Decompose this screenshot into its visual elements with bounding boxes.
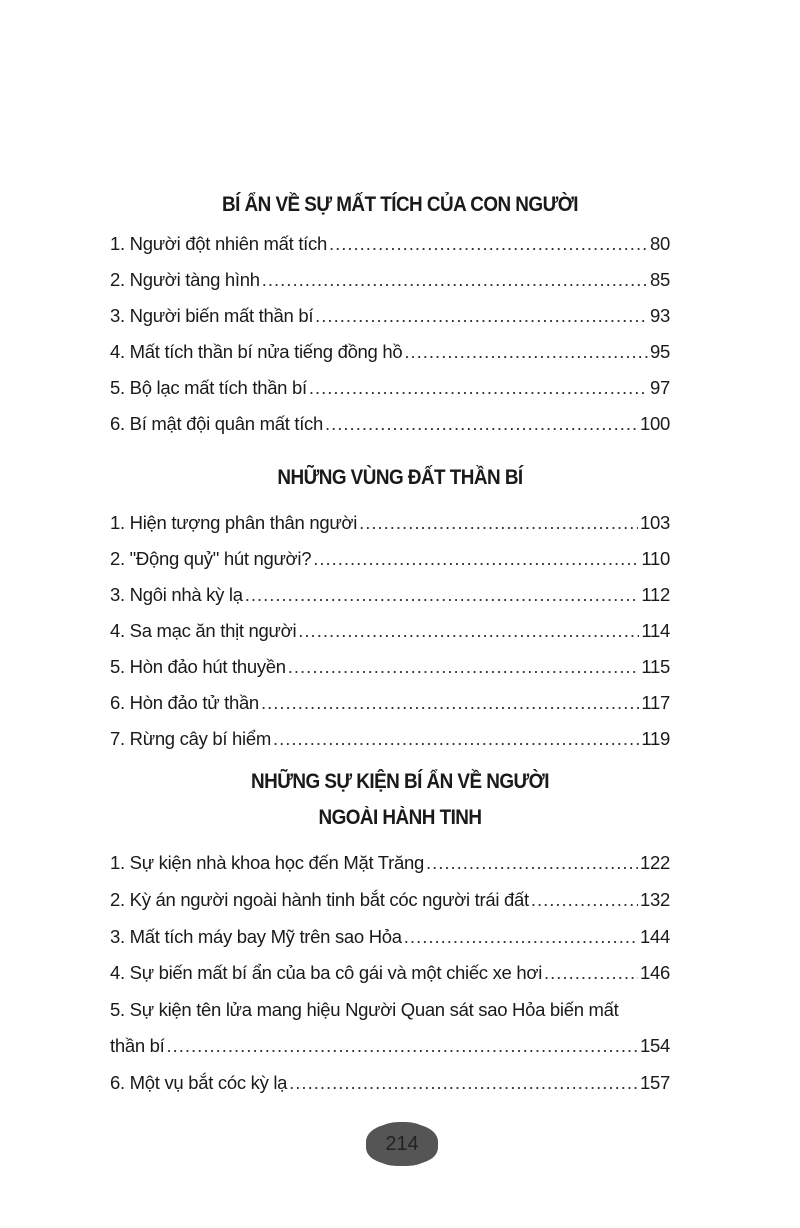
- entry-title: 2. Người tàng hình: [110, 269, 260, 290]
- toc-entry[interactable]: [110, 962, 670, 984]
- entry-title: 4. Sa mạc ăn thịt người: [110, 620, 297, 641]
- toc-entry[interactable]: [110, 889, 670, 911]
- entry-title: 1. Sự kiện nhà khoa học đến Mặt Trăng: [110, 852, 424, 873]
- entry-page: 103: [640, 512, 670, 533]
- entry-page: 93: [650, 305, 670, 326]
- section-heading-line2: NGOÀI HÀNH TINH: [318, 806, 482, 829]
- toc-entry[interactable]: [110, 584, 670, 606]
- toc-entry[interactable]: [110, 512, 670, 534]
- entry-page: 119: [641, 728, 670, 749]
- entry-title: 2. Kỳ án người ngoài hành tinh bắt cóc người trái đất: [110, 889, 529, 910]
- dot-leader: [166, 1035, 638, 1057]
- dot-leader: [426, 852, 638, 874]
- toc-entry[interactable]: [110, 692, 670, 714]
- dot-leader: [544, 962, 638, 984]
- dot-leader: [262, 269, 648, 291]
- dot-leader: [261, 692, 639, 714]
- entry-title: 3. Ngôi nhà kỳ lạ: [110, 584, 243, 605]
- dot-leader: [404, 926, 638, 948]
- entry-title: 5. Hòn đảo hút thuyền: [110, 656, 286, 677]
- entry-page: 114: [641, 620, 670, 641]
- entry-title: 6. Bí mật đội quân mất tích: [110, 413, 323, 434]
- dot-leader: [404, 341, 648, 363]
- section-heading: BÍ ẨN VỀ SỰ MẤT TÍCH CỦA CON NGƯỜI: [221, 193, 579, 216]
- toc-entry[interactable]: [110, 305, 670, 327]
- entry-page: 85: [650, 269, 670, 290]
- toc-entry[interactable]: [110, 341, 670, 363]
- entry-page: 157: [640, 1072, 670, 1093]
- toc-entry[interactable]: [110, 1072, 670, 1094]
- dot-leader: [313, 548, 639, 570]
- dot-leader: [273, 728, 639, 750]
- entry-title-line1[interactable]: 5. Sự kiện tên lửa mang hiệu Người Quan sát sao Hỏa biến mất: [110, 999, 619, 1020]
- toc-entry[interactable]: [110, 377, 670, 399]
- entry-page: 122: [640, 852, 670, 873]
- toc-entry[interactable]: [110, 269, 670, 291]
- entry-title: 6. Một vụ bắt cóc kỳ lạ: [110, 1072, 288, 1093]
- section-heading: NHỮNG VÙNG ĐẤT THẦN BÍ: [277, 466, 523, 489]
- entry-page: 132: [640, 889, 670, 910]
- dot-leader: [309, 377, 648, 399]
- toc-entry[interactable]: [110, 656, 670, 678]
- dot-leader: [359, 512, 638, 534]
- entry-page: 97: [650, 377, 670, 398]
- toc-entry[interactable]: [110, 728, 670, 750]
- entry-page: 117: [641, 692, 670, 713]
- entry-title: 1. Người đột nhiên mất tích: [110, 233, 327, 254]
- dot-leader: [315, 305, 648, 327]
- dot-leader: [288, 656, 640, 678]
- section-heading: NHỮNG SỰ KIỆN BÍ ẨN VỀ NGƯỜI: [251, 770, 549, 793]
- page-number: 214: [370, 1122, 434, 1166]
- entry-title: 5. Bộ lạc mất tích thần bí: [110, 377, 307, 398]
- entry-title: 3. Người biến mất thần bí: [110, 305, 314, 326]
- entry-page: 95: [650, 341, 670, 362]
- entry-page: 144: [640, 926, 670, 947]
- toc-entry[interactable]: [110, 233, 670, 255]
- dot-leader: [245, 584, 640, 606]
- dot-leader: [531, 889, 638, 911]
- entry-title: 4. Mất tích thần bí nửa tiếng đồng hồ: [110, 341, 403, 362]
- entry-title: 4. Sự biến mất bí ẩn của ba cô gái và một chiếc xe hơi: [110, 962, 543, 983]
- dot-leader: [298, 620, 639, 642]
- dot-leader: [325, 413, 638, 435]
- entry-title: thần bí: [110, 1035, 165, 1056]
- toc-entry[interactable]: [110, 1035, 670, 1057]
- dot-leader: [329, 233, 648, 255]
- entry-title: 3. Mất tích máy bay Mỹ trên sao Hỏa: [110, 926, 402, 947]
- entry-page: 154: [640, 1035, 670, 1056]
- entry-page: 112: [641, 584, 670, 605]
- entry-page: 146: [640, 962, 670, 983]
- toc-entry[interactable]: [110, 926, 670, 948]
- entry-title: 1. Hiện tượng phân thân người: [110, 512, 358, 533]
- toc-entry[interactable]: [110, 620, 670, 642]
- entry-page: 100: [640, 413, 670, 434]
- entry-page: 80: [650, 233, 670, 254]
- entry-title: 2. "Động quỷ" hút người?: [110, 548, 312, 569]
- toc-entry[interactable]: [110, 548, 670, 570]
- entry-page: 115: [641, 656, 670, 677]
- toc-entry[interactable]: [110, 413, 670, 435]
- toc-entry[interactable]: [110, 852, 670, 874]
- entry-page: 110: [641, 548, 670, 569]
- entry-title: 6. Hòn đảo tử thần: [110, 692, 259, 713]
- dot-leader: [289, 1072, 638, 1094]
- entry-title: 7. Rừng cây bí hiểm: [110, 728, 271, 749]
